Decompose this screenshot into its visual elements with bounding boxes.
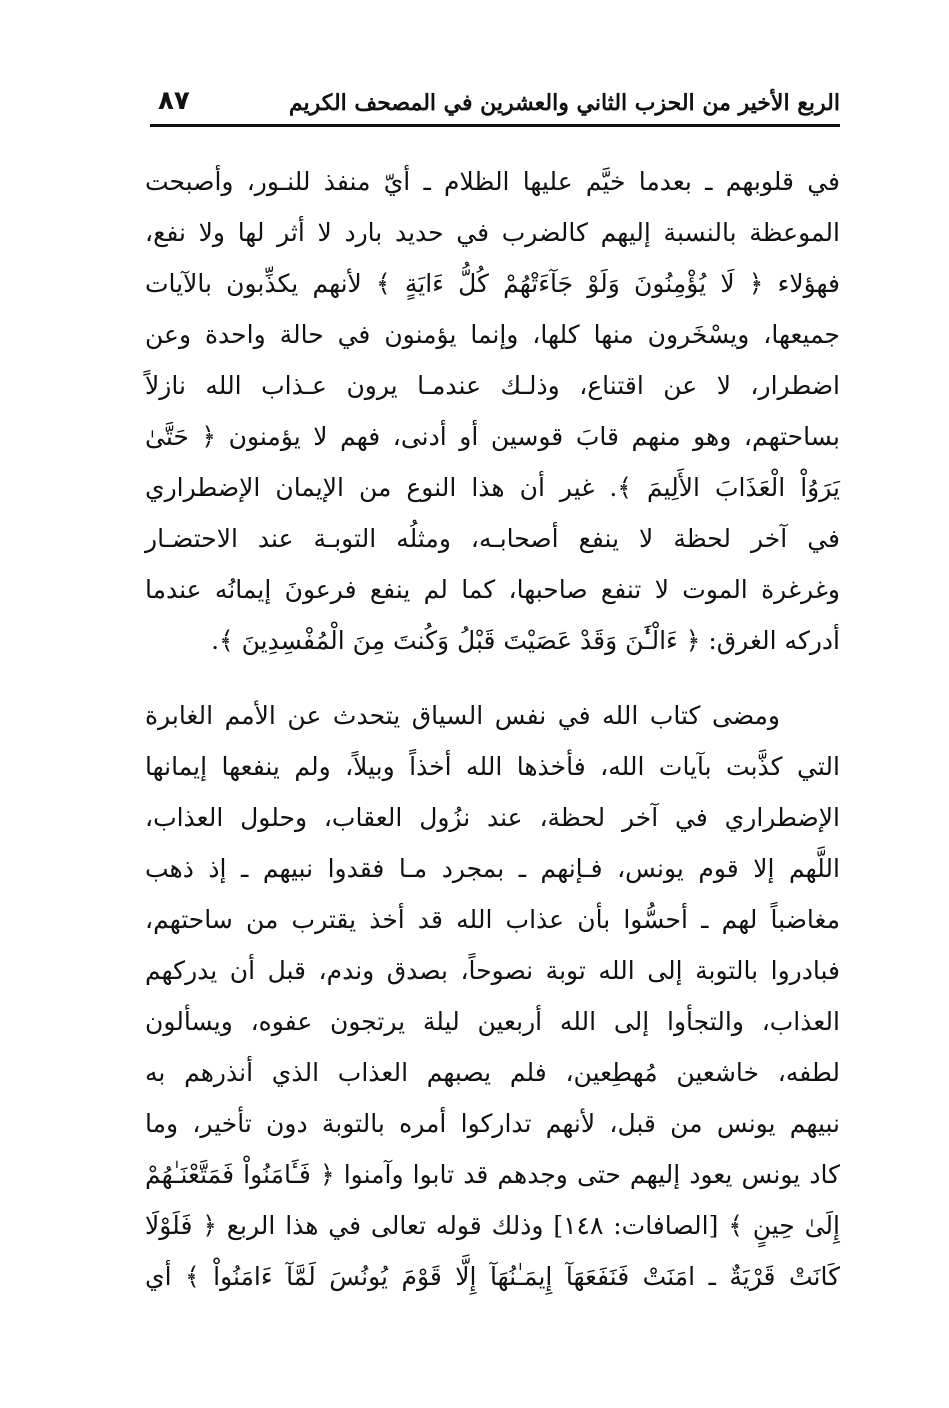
text-line: نبيهم يونس من قبل، لأنهم تداركوا أمره بالتوبة دون تأخير، وما	[145, 1109, 840, 1138]
text-line: الموعظة بالنسبة إليهم كالضرب في حديد بارد لا أثر لها ولا نفع،	[145, 218, 840, 247]
text-line: مغاضباً لهم ـ أحسُّوا بأن عذاب الله قد أخذ يقترب من ساحتهم،	[145, 905, 840, 934]
text-line: وغرغرة الموت لا تنفع صاحبها، كما لم ينفع فرعونَ إيمانُه عندما	[145, 575, 840, 604]
text-line: اللَّهم إلا قوم يونس، فـإنهم ـ بمجرد مـا فقدوا نبيهم ـ إذ ذهب	[145, 854, 840, 883]
page-number: ٨٧	[158, 86, 190, 116]
paragraph-1	[145, 156, 840, 666]
text-line: ومضى كتاب الله في نفس السياق يتحدث عن الأمم الغابرة	[145, 701, 780, 730]
text-line: إِلَىٰ حِينٍ ﴾ [الصافات: ١٤٨] وذلك قوله تعالى في هذا الربع ﴿ فَلَوْلَا	[145, 1211, 840, 1240]
text-line: في آخر لحظة لا ينفع أصحابـه، ومثلُه التوبـة عند الاحتضـار	[145, 524, 840, 553]
text-line: كَانَتْ قَرْيَةٌ ـ امَنَتْ فَنَفَعَهَآ إِيمَـٰنُهَآ إِلَّا قَوْمَ يُونُسَ لَمَّآ ءَامَنُواْ ﴾ أي	[145, 1262, 840, 1291]
text-line: في قلوبهم ـ بعدما خيَّم عليها الظلام ـ أيّ منفذ للنـور، وأصبحت	[145, 167, 840, 196]
text-line: لطفه، خاشعين مُهطِعين، فلم يصبهم العذاب الذي أنذرهم به	[145, 1058, 840, 1087]
text-line: الإضطراري في آخر لحظة، عند نزُول العقاب، وحلول العذاب،	[145, 803, 840, 832]
text-line: كاد يونس يعود إليهم حتى وجدهم قد تابوا وآمنوا ﴿ فَـَٔامَنُواْ فَمَتَّعْنَـٰهُمْ	[145, 1160, 840, 1189]
text-line: فهؤلاء ﴿ لَا يُؤْمِنُونَ وَلَوْ جَآءَتْهُمْ كُلُّ ءَايَةٍ ﴾ لأنهم يكذِّبون بالآيات	[145, 269, 840, 298]
text-line: أدركه الغرق: ﴿ ءَالْـَٰٔنَ وَقَدْ عَصَيْتَ قَبْلُ وَكُنتَ مِنَ الْمُفْسِدِينَ ﴾.	[211, 626, 840, 655]
text-line: التي كذَّبت بآيات الله، فأخذها الله أخذاً وبيلاً، ولم ينفعها إيمانها	[145, 752, 840, 781]
running-header	[150, 82, 840, 128]
text-line: فبادروا بالتوبة إلى الله توبة نصوحاً، بصدق وندم، قبل أن يدركهم	[145, 956, 840, 985]
text-line: اضطرار، لا عن اقتناع، وذلـك عندمـا يرون عـذاب الله نازلاً	[145, 371, 840, 400]
header-divider	[150, 124, 840, 127]
paragraph-2	[145, 690, 840, 1302]
text-line: العذاب، والتجأوا إلى الله أربعين ليلة يرتجون عفوه، ويسألون	[145, 1007, 840, 1036]
text-line: بساحتهم، وهو منهم قابَ قوسين أو أدنى، فهم لا يؤمنون ﴿ حَتَّىٰ	[145, 422, 840, 451]
running-header-title: الربع الأخير من الحزب الثاني والعشرين في المصحف الكريم	[288, 90, 840, 116]
text-line: يَرَوُاْ الْعَذَابَ الأَلِيمَ ﴾. غير أن هذا النوع من الإيمان الإضطراري	[145, 473, 840, 502]
text-line: جميعها، ويسْخَرون منها كلها، وإنما يؤمنون في حالة واحدة وعن	[145, 320, 840, 349]
